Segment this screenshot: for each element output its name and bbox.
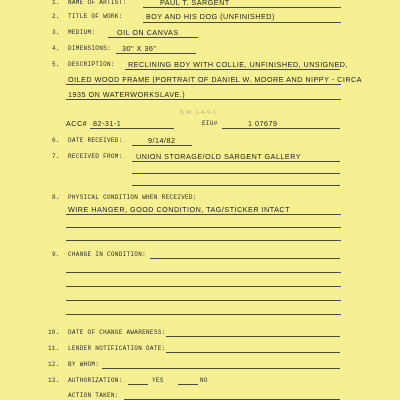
field-number-4: 4. (52, 45, 60, 52)
received-from-underline-2 (132, 173, 340, 174)
received-from-label: RECEIVED FROM: (68, 153, 123, 160)
action-taken-label: ACTION TAKEN: (68, 392, 119, 399)
acc-underline (90, 128, 174, 129)
title-underline (143, 22, 341, 23)
description-underline-3 (66, 99, 341, 100)
physical-condition-underline-1 (66, 214, 341, 215)
authorization-yes-blank (128, 384, 148, 385)
field-number-8: 8. (52, 194, 60, 201)
field-number-3: 3. (52, 29, 60, 36)
description-underline-1 (125, 69, 340, 70)
field-number-6: 6. (52, 137, 60, 144)
authorization-no: NO (200, 377, 208, 384)
description-line-2: OILED WOOD FRAME (PORTRAIT OF DANIEL W. MOORE AND NIPPY - CIRCA (68, 75, 363, 84)
lender-notification-underline (166, 352, 340, 353)
change-condition-underline-5 (66, 314, 341, 315)
acc-label: ACC# (66, 119, 88, 128)
eiu-underline (222, 128, 340, 129)
lender-notification-label: LENDER NOTIFICATION DATE: (68, 345, 166, 352)
authorization-no-blank (178, 384, 198, 385)
eiu-label: EIU# (202, 120, 218, 127)
eiu-value: 1 07679 (248, 119, 278, 128)
received-from-value: UNION STORAGE/OLD SARGENT GALLERY (136, 152, 302, 161)
change-condition-underline-3 (66, 286, 341, 287)
physical-condition-underline-3 (66, 240, 341, 241)
physical-condition-underline-2 (66, 227, 341, 228)
artist-underline (143, 7, 341, 8)
medium-value: OIL ON CANVAS (117, 28, 179, 37)
medium-label: MEDIUM: (68, 29, 96, 36)
description-line-3: 1935 ON WATERWORKSLAVE.) (68, 90, 186, 99)
date-received-underline (132, 145, 192, 146)
received-from-underline-3 (132, 185, 340, 186)
received-from-underline-1 (132, 161, 340, 162)
field-number-11: 11. (48, 345, 60, 352)
field-number-2: 2. (52, 13, 60, 20)
date-received-label: DATE RECEIVED: (68, 137, 123, 144)
by-whom-underline (102, 368, 340, 369)
artist-label: NAME OF ARTIST: (68, 0, 127, 6)
field-number-1: 1. (52, 0, 60, 6)
acc-value: 82-31-1 (93, 119, 122, 128)
physical-condition-label: PHYSICAL CONDITION WHEN RECEIVED: (68, 194, 197, 201)
faint-note: S.M. 1-4-9-1 (180, 110, 217, 116)
physical-condition-value: WIRE HANGER, GOOD CONDITION, TAG/STICKER INTACT (68, 205, 290, 214)
title-label: TITLE OF WORK: (68, 13, 123, 20)
field-number-12: 12. (48, 361, 60, 368)
artist-value: PAUL T. SARGENT (160, 0, 230, 7)
field-number-9: 9. (52, 251, 60, 258)
dimensions-label: DIMENSIONS: (68, 45, 111, 52)
date-received-value: 9/14/82 (148, 136, 176, 145)
change-condition-underline-1 (150, 258, 340, 259)
authorization-yes: YES (152, 377, 164, 384)
authorization-label: AUTHORIZATION: (68, 377, 123, 384)
change-condition-underline-2 (66, 272, 341, 273)
field-number-13: 13. (48, 377, 60, 384)
change-awareness-label: DATE OF CHANGE AWARENESS: (68, 329, 166, 336)
dimensions-underline (116, 53, 196, 54)
description-underline-2 (66, 84, 341, 85)
medium-underline (108, 37, 198, 38)
description-line-1: RECLINING BOY WITH COLLIE, UNFINISHED, UNSIGNED, (128, 60, 348, 69)
field-number-10: 10. (48, 329, 60, 336)
field-number-5: 5. (52, 61, 60, 68)
field-number-7: 7. (52, 153, 60, 160)
change-awareness-underline (166, 336, 340, 337)
change-condition-label: CHANGE IN CONDITION: (68, 251, 147, 258)
by-whom-label: BY WHOM: (68, 361, 100, 368)
title-value: BOY AND HIS DOG (UNFINISHED) (146, 12, 275, 21)
change-condition-underline-4 (66, 300, 341, 301)
dimensions-value: 30" X 36" (122, 44, 157, 53)
description-label: DESCRIPTION: (68, 61, 115, 68)
